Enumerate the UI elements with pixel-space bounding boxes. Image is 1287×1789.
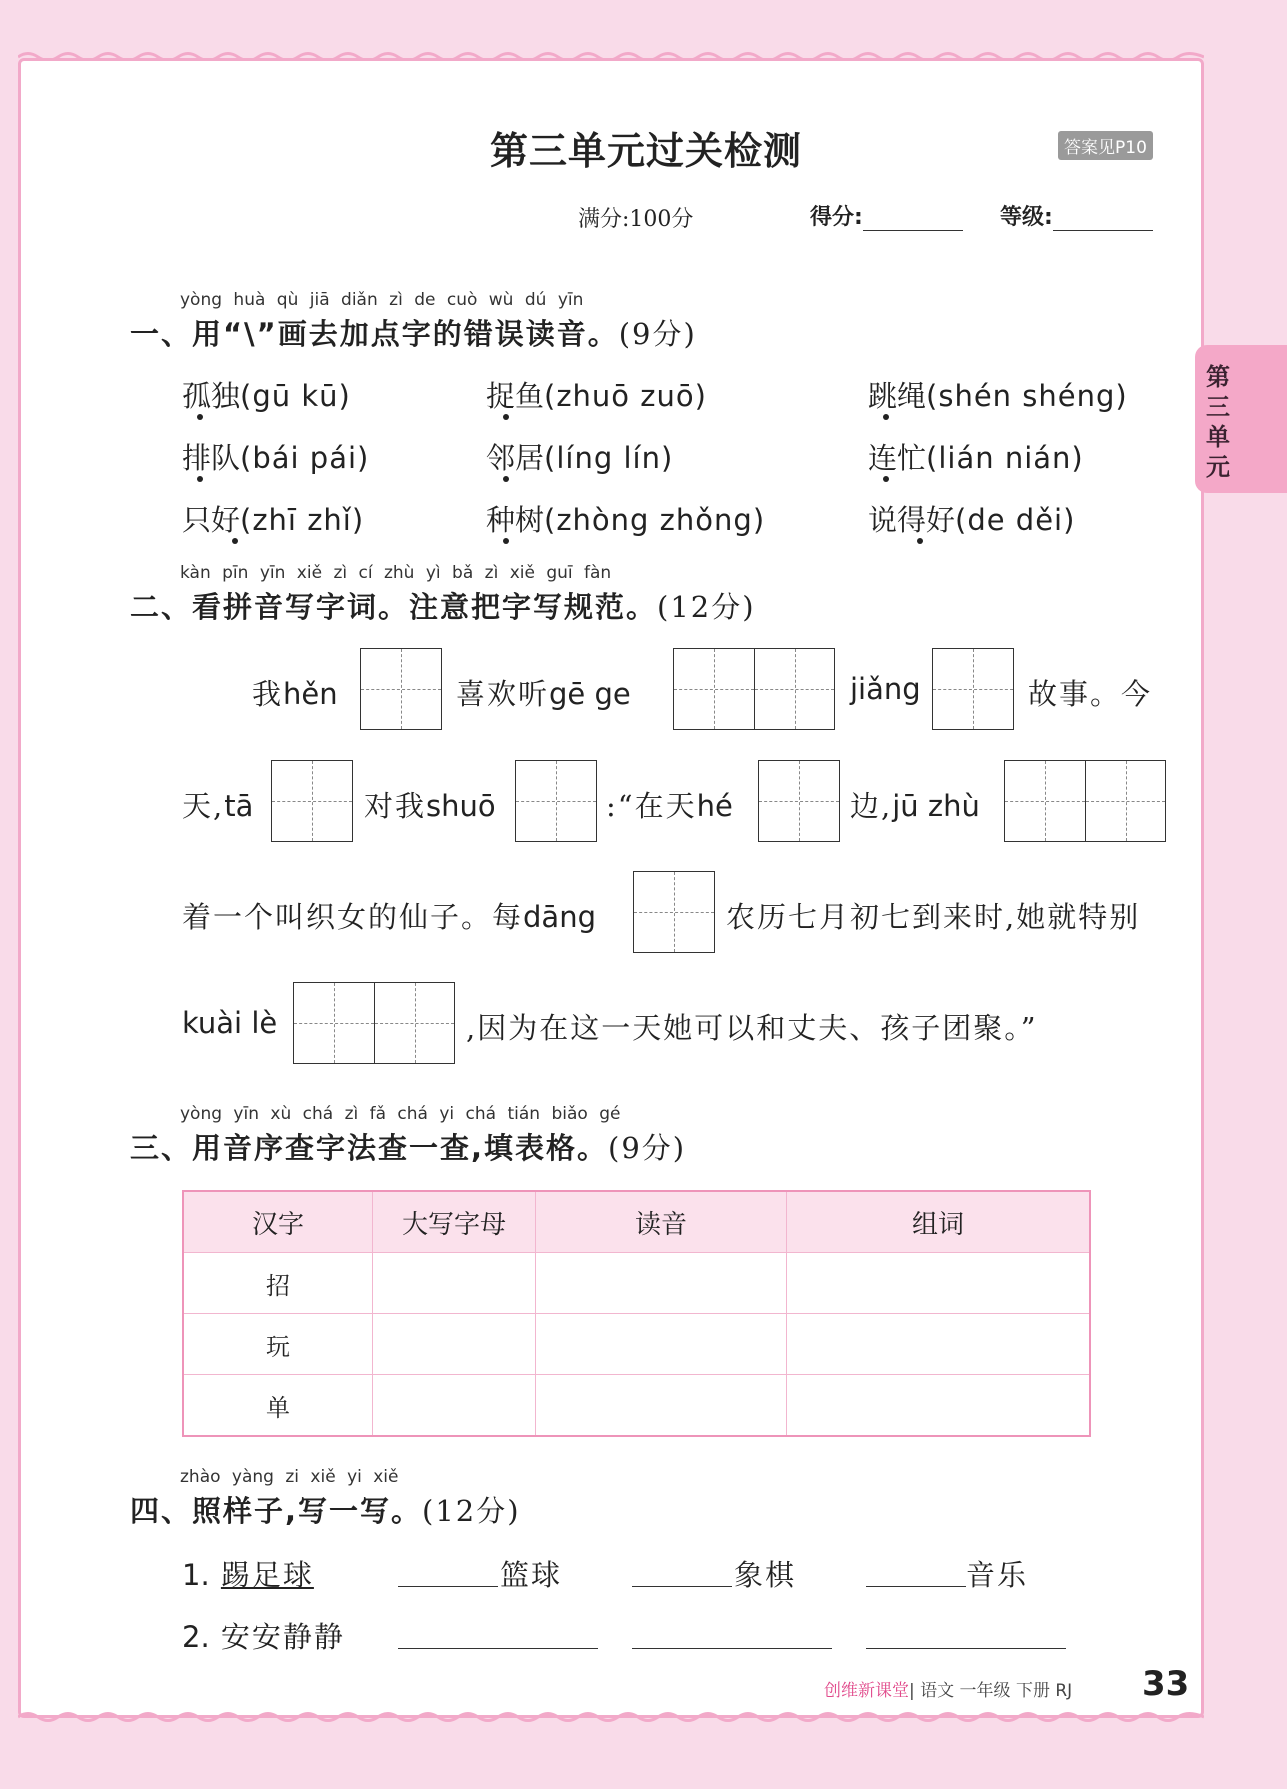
q2-text: 故事。今 [1028,677,1153,711]
writing-grid[interactable] [633,871,715,953]
q1-item: 种树(zhòng zhǒng) [486,503,766,537]
q4-word: 篮球 [500,1558,563,1592]
q1-points: (9分) [618,317,697,351]
page-title: 第三单元过关检测 [490,129,803,173]
writing-grid[interactable] [1004,760,1166,842]
writing-grid[interactable] [515,760,597,842]
answer-blank[interactable] [632,1584,732,1587]
page-number: 33 [1142,1664,1190,1704]
score-blank[interactable] [863,206,963,231]
q1-item: 跳绳(shén shéng) [868,379,1128,413]
q1-pinyin: yòng huà qù jiā diǎn zì de cuò wù dú yīn [180,290,584,310]
q1-title: 一、用“\”画去加点字的错误读音。 [130,317,619,351]
answer-reference-badge: 答案见P10 [1058,131,1153,160]
emphasis-dot [503,538,509,544]
emphasis-dot [503,476,509,482]
q2-text: 对我shuō [364,789,496,823]
grade-field[interactable] [1000,200,1153,231]
q1-item: 连忙(lián nián) [868,441,1084,475]
q4-heading [130,1489,521,1530]
emphasis-dot [197,414,203,420]
emphasis-dot [232,538,238,544]
q2-text: :“在天hé [606,789,733,823]
q4-word: 音乐 [966,1558,1029,1592]
table-row [183,1314,1090,1375]
q2-text: 天,tā [182,789,254,823]
emphasis-dot [197,476,203,482]
footer-info [824,1676,1072,1701]
q3-heading [130,1126,686,1167]
table-header: 组词 [787,1191,1091,1253]
q4-item-1: 1. 踢足球 [182,1558,314,1592]
answer-blank[interactable] [866,1646,1066,1649]
grade-blank[interactable] [1053,206,1153,231]
writing-grid[interactable] [673,648,835,730]
q3-points: (9分) [608,1131,687,1165]
table-cell-character: 玩 [183,1314,373,1375]
q2-pinyin: kàn pīn yīn xiě zì cí zhù yì bǎ zì xiě guī fàn [180,563,612,583]
writing-grid[interactable] [360,648,442,730]
table-cell-blank[interactable] [373,1314,536,1375]
q2-text: ,因为在这一天她可以和丈夫、孩子团聚。” [466,1011,1038,1045]
answer-blank[interactable] [398,1584,498,1587]
q4-title: 四、照样子,写一写。 [130,1494,423,1528]
q2-text: 喜欢听gē ge [456,677,631,711]
table-row [183,1253,1090,1314]
score-label: 得分: [810,205,863,230]
table-cell-character: 招 [183,1253,373,1314]
answer-blank[interactable] [632,1646,832,1649]
q2-text: jiǎng [850,672,921,706]
q2-text: kuài lè [182,1006,278,1040]
table-cell-character: 单 [183,1375,373,1437]
q2-text: 边,jū zhù [850,789,980,823]
table-cell-blank[interactable] [787,1314,1091,1375]
q2-heading [130,585,756,626]
q4-pinyin: zhào yàng zi xiě yi xiě [180,1467,399,1487]
lookup-table [182,1190,1091,1437]
wavy-border-bottom [18,1710,1204,1724]
table-cell-blank[interactable] [536,1375,787,1437]
q3-pinyin: yòng yīn xù chá zì fǎ chá yi chá tián biǎo gé [180,1104,621,1124]
table-row [183,1375,1090,1437]
writing-grid[interactable] [293,982,455,1064]
q3-title: 三、用音序查字法查一查,填表格。 [130,1131,609,1165]
q1-item: 只好(zhī zhǐ) [182,503,365,537]
q1-item: 排队(bái pái) [182,441,370,475]
writing-grid[interactable] [271,760,353,842]
q1-item: 捉鱼(zhuō zuō) [486,379,707,413]
answer-blank[interactable] [866,1584,966,1587]
table-cell-blank[interactable] [787,1375,1091,1437]
book-info: | 语文 一年级 下册 RJ [909,1681,1073,1701]
q1-item: 说得好(de děi) [868,503,1076,537]
table-cell-blank[interactable] [373,1253,536,1314]
unit-side-tab-label: 第三单元 [1206,363,1230,481]
publisher-brand: 创维新课堂 [824,1681,909,1701]
emphasis-dot [503,414,509,420]
writing-grid[interactable] [758,760,840,842]
q2-text: 农历七月初七到来时,她就特别 [726,900,1141,934]
table-cell-blank[interactable] [373,1375,536,1437]
q1-item: 邻居(líng lín) [486,441,674,475]
grade-label: 等级: [1000,205,1053,230]
q4-word: 象棋 [734,1558,797,1592]
q1-heading [130,312,697,353]
q2-points: (12分) [657,590,756,624]
q4-item-2: 2. 安安静静 [182,1620,345,1654]
table-header: 汉字 [183,1191,373,1253]
q2-title: 二、看拼音写字词。注意把字写规范。 [130,590,658,624]
q4-points: (12分) [422,1494,521,1528]
emphasis-dot [883,476,889,482]
table-header: 读音 [536,1191,787,1253]
writing-grid[interactable] [932,648,1014,730]
table-cell-blank[interactable] [536,1314,787,1375]
emphasis-dot [883,414,889,420]
table-header: 大写字母 [373,1191,536,1253]
answer-blank[interactable] [398,1646,598,1649]
table-cell-blank[interactable] [787,1253,1091,1314]
emphasis-dot [917,538,923,544]
q2-text: 我hěn [252,677,338,711]
q2-text: 着一个叫织女的仙子。每dāng [182,900,596,934]
table-cell-blank[interactable] [536,1253,787,1314]
score-field[interactable] [810,200,963,231]
q1-item: 孤独(gū kū) [182,379,351,413]
full-score-label: 满分:100分 [578,207,694,232]
